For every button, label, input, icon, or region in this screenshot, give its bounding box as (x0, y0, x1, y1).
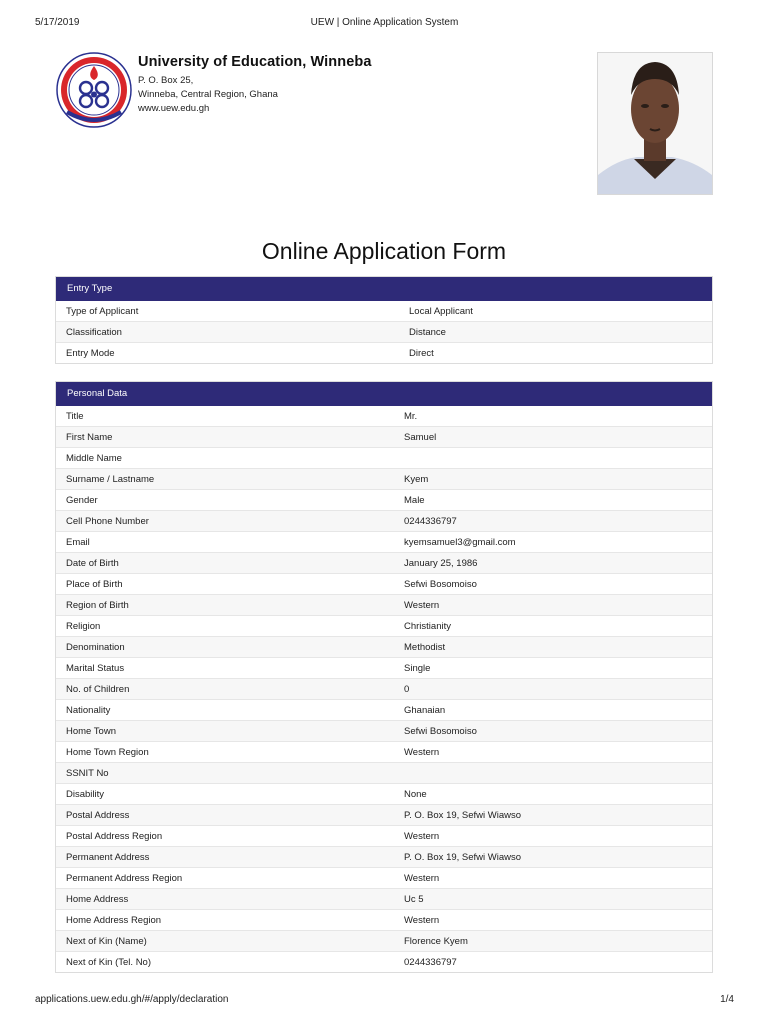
field-value: P. O. Box 19, Sefwi Wiawso (394, 805, 712, 826)
university-info (138, 54, 372, 116)
table-row (56, 616, 712, 637)
field-value: Western (394, 595, 712, 616)
table-row (56, 847, 712, 868)
field-label: Home Town (56, 721, 394, 742)
entry-type-table (56, 301, 712, 363)
field-value: Distance (399, 322, 712, 343)
field-label: Email (56, 532, 394, 553)
personal-data-panel (55, 381, 713, 973)
field-value: Uc 5 (394, 889, 712, 910)
field-value: Western (394, 826, 712, 847)
table-row (56, 868, 712, 889)
table-row (56, 553, 712, 574)
field-value: Sefwi Bosomoiso (394, 574, 712, 595)
personal-data-heading: Personal Data (56, 382, 712, 406)
field-value: 0 (394, 679, 712, 700)
field-value: 0244336797 (394, 511, 712, 532)
table-row (56, 742, 712, 763)
field-value: Western (394, 868, 712, 889)
field-value: Western (394, 910, 712, 931)
field-label: Entry Mode (56, 343, 399, 364)
field-label: Permanent Address Region (56, 868, 394, 889)
field-value: Methodist (394, 637, 712, 658)
table-row (56, 805, 712, 826)
field-label: Surname / Lastname (56, 469, 394, 490)
print-date: 5/17/2019 (35, 17, 80, 28)
table-row (56, 448, 712, 469)
table-row (56, 343, 712, 364)
field-value: Male (394, 490, 712, 511)
field-label: Gender (56, 490, 394, 511)
applicant-portrait-icon (598, 53, 712, 194)
table-row (56, 637, 712, 658)
print-header (35, 17, 734, 31)
field-label: Cell Phone Number (56, 511, 394, 532)
university-logo (55, 50, 133, 130)
field-value: Western (394, 742, 712, 763)
field-label: Denomination (56, 637, 394, 658)
table-row (56, 595, 712, 616)
table-row (56, 469, 712, 490)
field-value: Ghanaian (394, 700, 712, 721)
field-value: Samuel (394, 427, 712, 448)
table-row (56, 511, 712, 532)
field-value: Mr. (404, 410, 418, 422)
table-row (56, 952, 712, 973)
field-label: Type of Applicant (66, 305, 139, 317)
address-line-1: P. O. Box 25, (138, 75, 194, 86)
field-value: Single (394, 658, 712, 679)
table-row (56, 322, 712, 343)
table-row (56, 763, 712, 784)
field-value: Kyem (394, 469, 712, 490)
table-row (56, 532, 712, 553)
field-label: Place of Birth (56, 574, 394, 595)
field-label: Home Address (56, 889, 394, 910)
table-row (56, 826, 712, 847)
field-label: Postal Address Region (56, 826, 394, 847)
address-line-2: Winneba, Central Region, Ghana (138, 89, 278, 100)
field-value: kyemsamuel3@gmail.com (394, 532, 712, 553)
print-url: applications.uew.edu.gh/#/apply/declaration (35, 994, 229, 1005)
table-row (56, 427, 712, 448)
table-row (56, 490, 712, 511)
field-label: Home Address Region (56, 910, 394, 931)
field-value (394, 763, 712, 784)
field-value: Florence Kyem (394, 931, 712, 952)
table-row (56, 301, 712, 322)
field-value: Local Applicant (409, 305, 473, 317)
field-label: Home Town Region (56, 742, 394, 763)
field-label: Title (66, 410, 84, 422)
print-page-number: 1/4 (720, 994, 734, 1005)
entry-type-heading: Entry Type (56, 277, 712, 301)
field-label: Marital Status (56, 658, 394, 679)
field-label: Disability (56, 784, 394, 805)
field-label: No. of Children (56, 679, 394, 700)
applicant-photo (597, 52, 713, 195)
field-label: Permanent Address (56, 847, 394, 868)
university-name: University of Education, Winneba (138, 54, 372, 70)
table-row (56, 784, 712, 805)
table-row (56, 406, 712, 427)
field-value: Sefwi Bosomoiso (394, 721, 712, 742)
field-value: Christianity (394, 616, 712, 637)
field-label: Religion (56, 616, 394, 637)
table-row (56, 679, 712, 700)
table-row (56, 574, 712, 595)
field-label: First Name (56, 427, 394, 448)
table-row (56, 889, 712, 910)
field-label: Date of Birth (56, 553, 394, 574)
field-label: Next of Kin (Name) (56, 931, 394, 952)
field-value: 0244336797 (394, 952, 712, 973)
field-value (394, 448, 712, 469)
print-footer (35, 994, 734, 1008)
university-crest-icon (55, 50, 133, 130)
field-value: January 25, 1986 (394, 553, 712, 574)
field-label: Middle Name (56, 448, 394, 469)
field-value: P. O. Box 19, Sefwi Wiawso (394, 847, 712, 868)
field-label: Next of Kin (Tel. No) (56, 952, 394, 973)
field-value: Direct (399, 343, 712, 364)
entry-type-panel (55, 276, 713, 364)
field-label: Classification (56, 322, 399, 343)
field-label: Region of Birth (56, 595, 394, 616)
field-label: Postal Address (56, 805, 394, 826)
field-value: None (394, 784, 712, 805)
print-page-title: UEW | Online Application System (310, 17, 459, 28)
form-title: Online Application Form (261, 238, 507, 264)
table-row (56, 931, 712, 952)
table-row (56, 910, 712, 931)
table-row (56, 658, 712, 679)
table-row (56, 721, 712, 742)
field-label: SSNIT No (56, 763, 394, 784)
table-row (56, 700, 712, 721)
field-label: Nationality (56, 700, 394, 721)
personal-data-table (56, 406, 712, 972)
university-website: www.uew.edu.gh (138, 103, 210, 114)
